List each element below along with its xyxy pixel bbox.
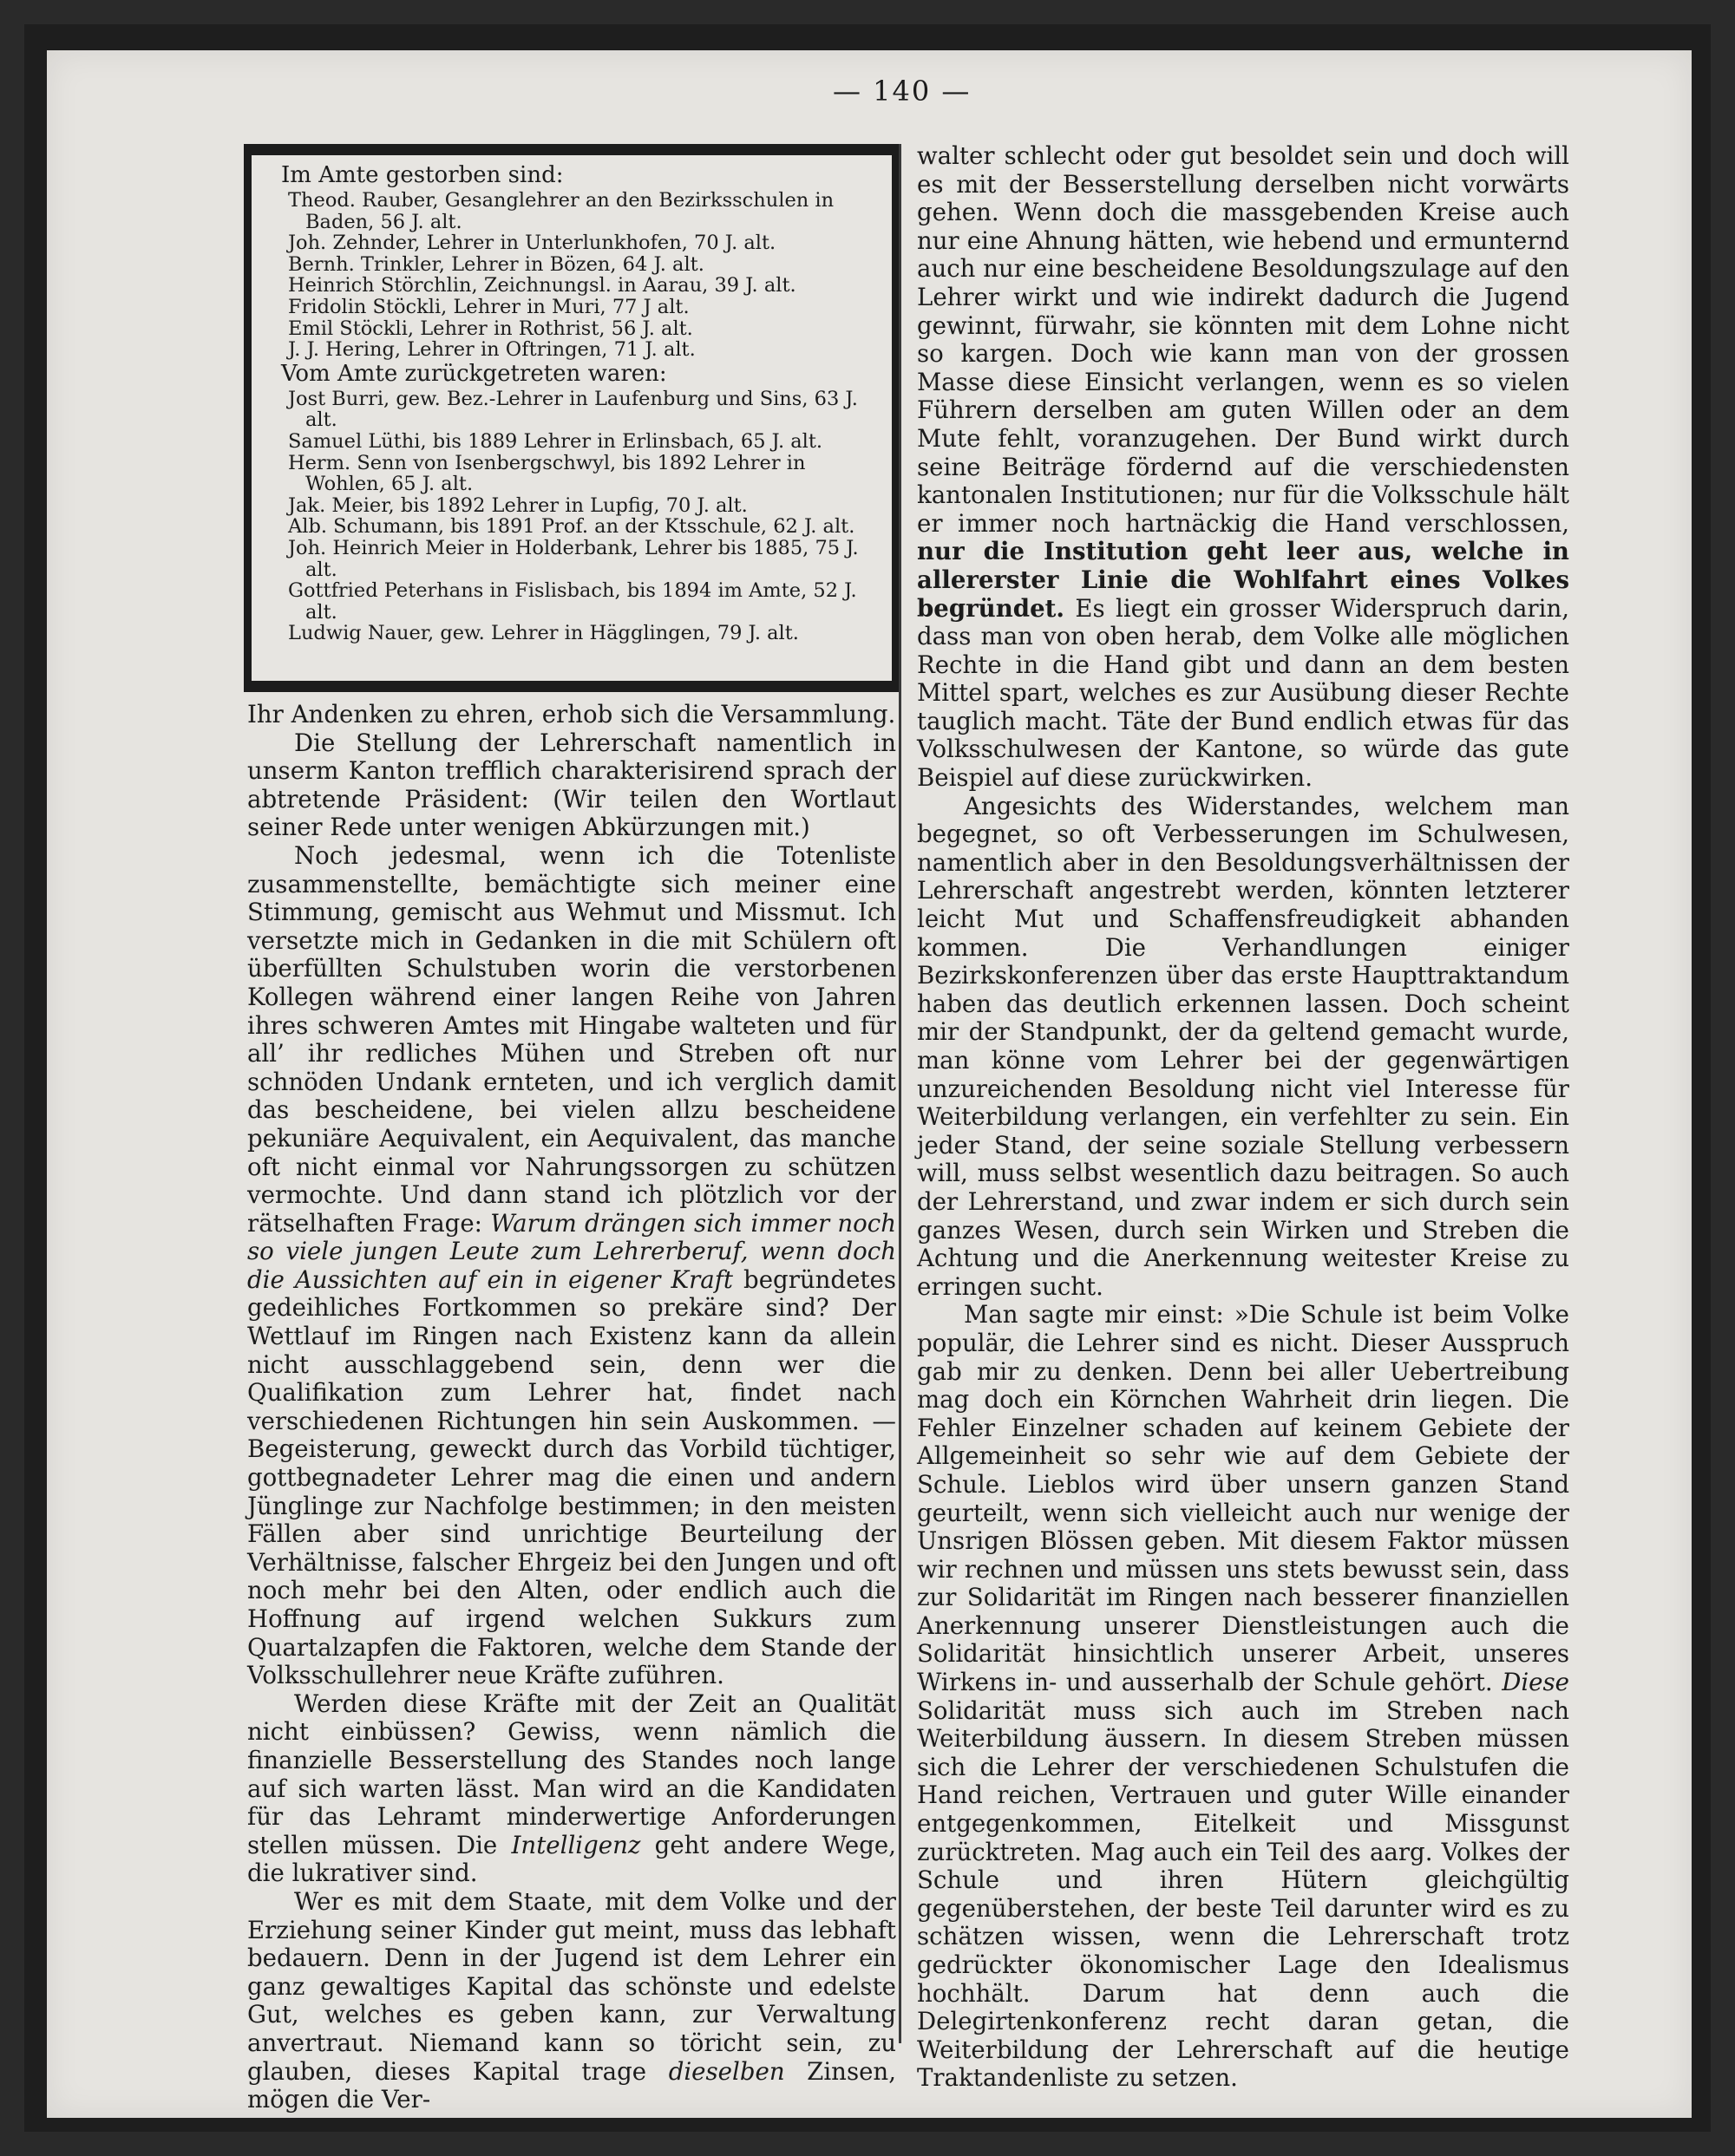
retired-entry: Herm. Senn von Isenbergschwyl, bis 1892 Lehrer in Wohlen, 65 J. alt. xyxy=(288,451,806,496)
died-entry: J. J. Hering, Lehrer in Oftringen, 71 J. alt. xyxy=(288,338,696,362)
italic-run: Intelligenz xyxy=(511,1830,641,1859)
text-run: Es liegt ein grosser Widerspruch darin, dass man von oben herab, dem Volke alle möglichen Rechte in die Hand gibt und dann an dem besten Mittel spart, welches es zur Ausübung dieser Rechte tauglich macht. Täte der Bund endlich etwas für das Volksschulwesen der Kantone, so würde das gute Beispiel auf diese zurückwirken. xyxy=(917,593,1569,793)
retired-entry: Joh. Heinrich Meier in Holderbank, Lehrer bis 1885, 75 J. alt. xyxy=(288,536,859,581)
text-run: Man sagte mir einst: »Die Schule ist beim Volke populär, die Lehrer sind es nicht. Dieser Ausspruch gab mir zu denken. Denn bei aller Uebertreibung mag doch ein Körnchen Wahrheit drin liegen. Die Fehler Einzelner schaden auf keinem Gebiete der Allgemeinheit so sehr wie auf dem Gebiete der Schule. Lieblos wird über unsern ganzen Stand geurteilt, wenn sich vielleicht auch nur wenige der Unsrigen Blössen geben. Mit diesem Faktor müssen wir rechnen und müssen uns stets bewusst sein, dass zur Solidarität im Ringen nach besserer finanziellen Anerkennung unserer Dienstleistungen auch die Solidarität hinsichtlich unserer Arbeit, unseres Wirkens in- und ausserhalb der Schule gehört. xyxy=(917,1300,1569,1697)
text-run: Wer es mit dem Staate, mit dem Volke und der Erziehung seiner Kinder gut meint, muss das lebhaft bedauern. Denn in der Jugend ist dem Lehrer ein ganz gewaltiges Kapital das schönste und edelste Gut, welches es geben kann, zur Verwaltung anvertraut. Niemand kann so töricht sein, zu glauben, dieses Kapital trage xyxy=(247,1886,896,2086)
text-run: Noch jedesmal, wenn ich die Totenliste zusammenstellte, bemächtigte sich meiner eine Stimmung, gemischt aus Wehmut und Missmut. Ich versetzte mich in Gedanken in die mit Schülern oft überfüllten Schulstuben worin die verstorbenen Kollegen während einer langen Reihe von Jahren ihres schweren Amtes mit Hingabe walteten und für all’ ihr redliches Mühen und Streben oft nur schnöden Undank ernteten, und ich verglich damit das bescheidene, bei vielen allzu bescheidene pekuniäre Aequivalent, ein Aequivalent, das manche oft nicht einmal vor Nahrungssorgen zu schützen vermochte. Und dann stand ich plötzlich vor der rätselhaften Frage: xyxy=(247,840,896,1238)
text-run: begründetes gedeihliches Fortkommen so prekäre sind? Der Wettlauf im Ringen nach Existenz kann da allein nicht ausschlaggebend sein, denn wer die Qualifikation zum Lehrer hat, findet nach verschiedenen Richtungen hin sein Auskommen. — Begeisterung, geweckt durch das Vorbild tüchtiger, gottbegnadeter Lehrer mag die einen und andern Jünglinge zur Nachfolge bestimmen; in den meisten Fällen aber sind unrichtige Beurteilung der Verhältnisse, falscher Ehrgeiz bei den Jungen und oft noch mehr bei den Alten, oder endlich auch die Hoffnung auf irgend welchen Sukkurs zum Quartalzapfen die Faktoren, welche dem Stande der Volksschullehrer neue Kräfte zuführen. xyxy=(247,1264,896,1690)
text-run: geht andere Wege, die lukrativer sind. xyxy=(247,1830,896,1888)
text-run: walter schlecht oder gut besoldet sein und doch will es mit der Besserstellung derselben nicht vorwärts gehen. Wenn doch die massgebenden Kreise auch nur eine Ahnung hätten, wie hebend und ermunternd auch nur eine bescheidene Besoldungszulage auf den Lehrer wirkt und wie indirekt dadurch die Jugend gewinnt, fürwahr, sie könnten mit dem Lohne nicht so kargen. Doch wie kann man von der grossen Masse diese Einsicht verlangen, wenn es so vielen Führern derselben am guten Willen oder an dem Mute fehlt, voranzugehen. Der Bund wirkt durch seine Beiträge fördernd auf die verschiedensten kantonalen Institutionen; nur für die Volksschule hält er immer noch hartnäckig die Hand verschlossen, xyxy=(917,141,1569,538)
retired-entry: Jak. Meier, bis 1892 Lehrer in Lupfig, 70 J. alt. xyxy=(288,493,748,517)
italic-run: Diese xyxy=(1502,1668,1569,1697)
retired-entry: Gottfried Peterhans in Fislisbach, bis 1894 im Amte, 52 J. alt. xyxy=(288,579,857,624)
paragraph xyxy=(247,1690,896,1888)
died-entry: Joh. Zehnder, Lehrer in Unterlunkhofen, 70 J. alt. xyxy=(288,232,776,255)
obituary-box xyxy=(244,144,900,692)
paragraph: Ihr Andenken zu ehren, erhob sich die Versammlung. xyxy=(247,700,896,728)
bold-run: nur die Institution geht leer aus, welche in allererster Linie die Wohlfahrt eines Volkes begründet. xyxy=(917,537,1569,623)
died-entry: Fridolin Stöckli, Lehrer in Muri, 77 J alt. xyxy=(288,295,690,318)
text-run: Solidarität muss sich auch im Streben nach Weiterbildung äussern. In diesem Streben müssen sich die Lehrer der verschiedenen Schulstufen die Hand reichen, Vertrauen und guter Wille einander entgegenkommen, Eitelkeit und Missgunst zurücktreten. Mag auch ein Teil des aarg. Volkes der Schule und ihren Hütern gleichgültig gegenüberstehen, der beste Teil darunter wird es zu schätzen wissen, wenn die Lehrerschaft trotz gedrückter ökonomischer Lage den Idealismus hochhält. Darum hat denn auch die Delegirtenkonferenz recht daran getan, die Weiterbildung der Lehrerschaft auf die heutige Traktandenliste zu setzen. xyxy=(917,1695,1569,2093)
right-column xyxy=(917,142,1569,2093)
paragraph xyxy=(917,142,1569,793)
retired-entry: Alb. Schumann, bis 1891 Prof. an der Ktsschule, 62 J. alt. xyxy=(288,515,855,539)
italic-run: Warum drängen sich immer noch so viele jungen Leute zum Lehrerberuf, wenn doch die Aussichten auf ein in eigener Kraft xyxy=(247,1208,896,1294)
paragraph: Angesichts des Widerstandes, welchem man begegnet, so oft Verbesserungen im Schulwesen, namentlich aber in den Besoldungsverhältnissen der Lehrerschaft angestrebt werden, könnten letzterer leicht Mut und Schaffensfreudigkeit abhanden kommen. Die Verhandlungen einiger Bezirkskonferenzen über das erste Haupttraktandum haben das deutlich erkennen lassen. Doch scheint mir der Standpunkt, der da geltend gemacht wurde, man könne vom Lehrer bei der gegenwärtigen unzureichenden Besoldung nicht viel Interesse für Weiterbildung verlangen, ein verfehlter zu sein. Ein jeder Stand, der seine soziale Stellung verbessern will, muss selbst wesentlich dazu beitragen. So auch der Lehrerstand, und zwar indem er sich durch sein ganzes Wesen, durch sein Wirken und Streben die Achtung und die Anerkennung weitester Kreise zu erringen sucht. xyxy=(917,791,1569,1301)
left-column xyxy=(247,701,896,2114)
text-run: Zinsen, mögen die Ver- xyxy=(247,2056,896,2114)
retired-header: Vom Amte zurückgetreten waren: xyxy=(281,360,667,387)
column-divider xyxy=(899,144,901,2043)
paragraph xyxy=(917,1301,1569,2093)
died-entry: Theod. Rauber, Gesanglehrer an den Bezirksschulen in Baden, 56 J. alt. xyxy=(288,189,835,233)
retired-entry: Samuel Lüthi, bis 1889 Lehrer in Erlinsbach, 65 J. alt. xyxy=(288,429,823,453)
page-number: — 140 — xyxy=(833,75,972,108)
died-entry: Bernh. Trinkler, Lehrer in Bözen, 64 J. alt. xyxy=(288,252,704,276)
died-header: Im Amte gestorben sind: xyxy=(281,162,564,188)
paragraph xyxy=(247,842,896,1690)
paragraph: Die Stellung der Lehrerschaft namentlich in unserm Kanton trefflich charakterisirend sprach der abtretende Präsident: (Wir teilen den Wortlaut seiner Rede unter wenigen Abkürzungen mit.) xyxy=(247,728,896,842)
retired-entry: Jost Burri, gew. Bez.-Lehrer in Laufenburg und Sins, 63 J. alt. xyxy=(288,387,858,432)
retired-entry: Ludwig Nauer, gew. Lehrer in Hägglingen, 79 J. alt. xyxy=(288,622,799,645)
died-entry: Emil Stöckli, Lehrer in Rothrist, 56 J. alt. xyxy=(288,317,693,340)
italic-run: dieselben xyxy=(668,2056,785,2086)
paragraph xyxy=(247,1888,896,2114)
text-run: Werden diese Kräfte mit der Zeit an Qualität nicht einbüssen? Gewiss, wenn nämlich die finanzielle Besserstellung des Standes noch lange auf sich warten lässt. Man wird an die Kandidaten für das Lehramt minderwertige Anforderungen stellen müssen. Die xyxy=(247,1689,896,1859)
died-entry: Heinrich Störchlin, Zeichnungsl. in Aarau, 39 J. alt. xyxy=(288,274,796,297)
